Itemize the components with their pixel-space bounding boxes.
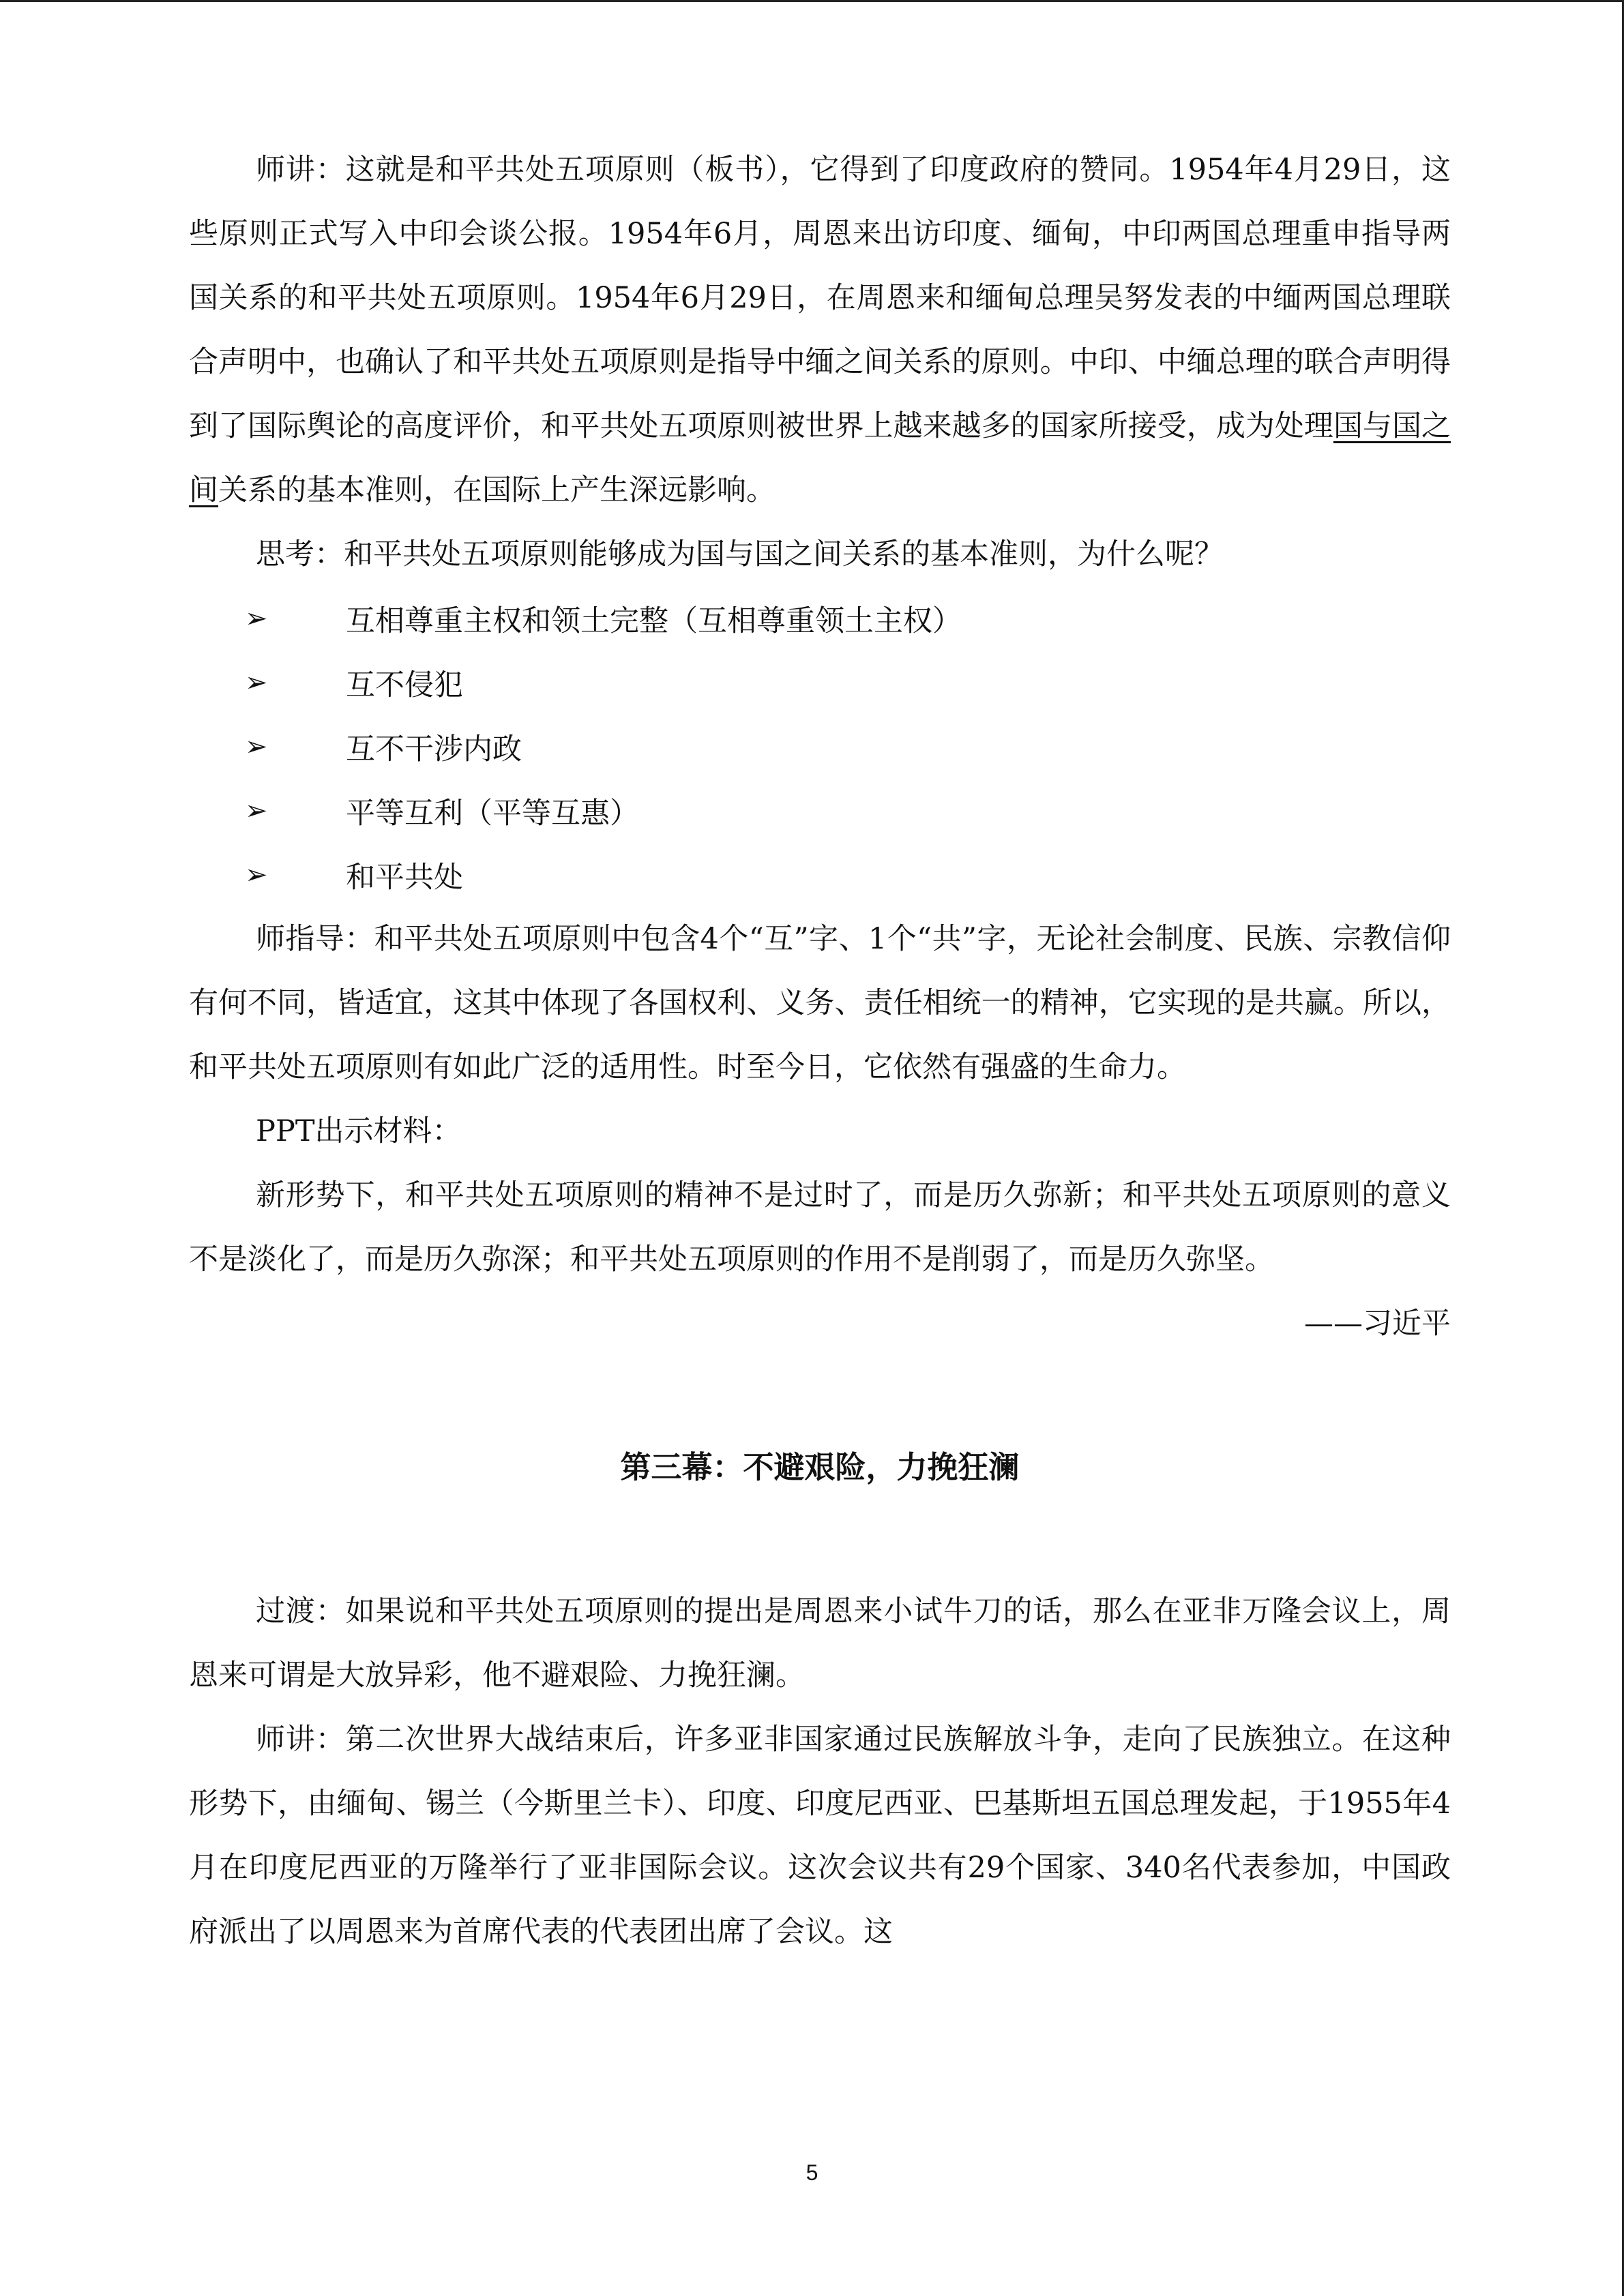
lecture-paragraph-1 (189, 138, 1451, 522)
list-item-text: 平等互利（平等互惠） (346, 796, 639, 831)
arrow-bullet-icon: ➢ (245, 731, 268, 762)
list-item-text: 和平共处 (346, 860, 463, 895)
list-item (189, 843, 1451, 907)
arrow-bullet-icon: ➢ (245, 795, 268, 826)
arrow-bullet-icon: ➢ (245, 667, 268, 698)
ppt-material-label: PPT出示材料： (256, 1114, 462, 1148)
list-item-text: 互相尊重主权和领土完整（互相尊重领土主权） (346, 603, 962, 638)
principles-list (189, 586, 1451, 907)
arrow-bullet-icon: ➢ (245, 859, 268, 891)
page-number: 5 (806, 2160, 818, 2185)
quote-attribution: ——习近平 (1304, 1307, 1451, 1341)
quote-text: 新形势下，和平共处五项原则的精神不是过时了，而是历久弥新；和平共处五项原则的意义不是淡化了，而是历久弥深；和平共处五项原则的作用不是削弱了，而是历久弥坚。 (189, 1178, 1451, 1277)
document-body (189, 138, 1451, 1964)
transition-paragraph: 过渡：如果说和平共处五项原则的提出是周恩来小试牛刀的话，那么在亚非万隆会议上，周恩来可谓是大放异彩，他不避艰险、力挽狂澜。 (189, 1594, 1451, 1693)
list-item (189, 651, 1451, 715)
think-question: 思考：和平共处五项原则能够成为国与国之间关系的基本准则，为什么呢？ (256, 537, 1224, 571)
list-item (189, 715, 1451, 779)
lecture-paragraph-2: 师讲：第二次世界大战结束后，许多亚非国家通过民族解放斗争，走向了民族独立。在这种形势下，由缅甸、锡兰（今斯里兰卡）、印度、印度尼西亚、巴基斯坦五国总理发起，于1955年4月在印度尼西亚的万隆举行了亚非国际会议。这次会议共有29个国家、340名代表参加，中国政府派出了以周恩来为首席代表的代表团出席了会议。这 (189, 1723, 1451, 1949)
arrow-bullet-icon: ➢ (245, 603, 268, 634)
list-item-text: 互不干涉内政 (346, 732, 522, 766)
list-item (189, 779, 1451, 843)
page-border-top (0, 0, 1624, 2)
lecture-paragraph-1-tail: 关系的基本准则，在国际上产生深远影响。 (218, 473, 776, 507)
list-item-text: 互不侵犯 (346, 668, 463, 702)
section-title: 第三幕：不避艰险，力挽狂澜 (620, 1449, 1020, 1485)
lecture-paragraph-1-text: 师讲：这就是和平共处五项原则（板书），它得到了印度政府的赞同。1954年4月29日，这些原则正式写入中印会谈公报。1954年6月，周恩来出访印度、缅甸，中印两国总理重申指导两国关系的和平共处五项原则。1954年6月29日，在周恩来和缅甸总理吴努发表的中缅两国总理联合声明中，也确认了和平共处五项原则是指导中缅之间关系的原则。中印、中缅总理的联合声明得到了国际舆论的高度评价，和平共处五项原则被世界上越来越多的国家所接受，成为处理 (189, 153, 1451, 443)
list-item (189, 586, 1451, 651)
underlined-phrase: 国与国之间 (189, 409, 1451, 507)
teacher-guidance: 师指导：和平共处五项原则中包含4个“互”字、1个“共”字，无论社会制度、民族、宗教信仰有何不同，皆适宜，这其中体现了各国权利、义务、责任相统一的精神，它实现的是共赢。所以，和平共处五项原则有如此广泛的适用性。时至今日，它依然有强盛的生命力。 (189, 922, 1451, 1084)
